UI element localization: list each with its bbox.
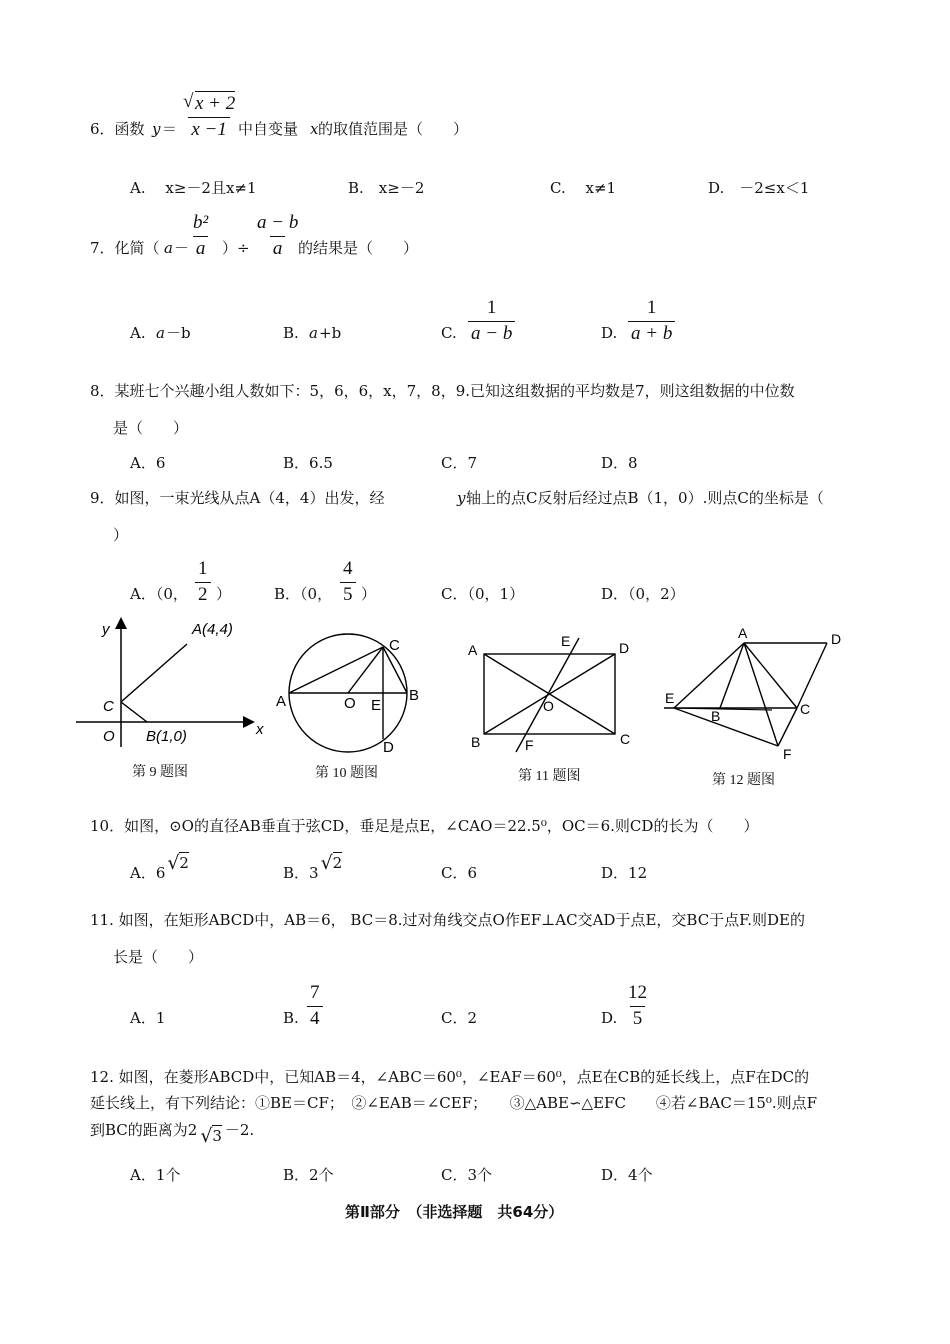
fig12-label-f: F: [783, 746, 792, 762]
q7-option-a-a: a: [156, 324, 165, 342]
q11-b-den: 4: [307, 1006, 323, 1030]
q9-option-a-pre: A．（0，: [130, 585, 188, 603]
fig12-side-ab: [720, 643, 744, 708]
q9-b-den: 5: [340, 582, 356, 606]
q6-option-b: B. x≥－2: [348, 179, 425, 197]
fig9-label-b: B(1,0): [146, 728, 187, 745]
q9-option-b-pre: B．（0，: [274, 585, 333, 603]
fig11-label-e: E: [561, 633, 571, 649]
q12-option-a: A．1个: [130, 1166, 181, 1184]
fig11-label-f: F: [525, 737, 534, 753]
q9-line-2: ）: [113, 526, 129, 544]
q9-a-den: 2: [195, 582, 211, 606]
q11-d-den: 5: [630, 1006, 646, 1030]
q11-line-1: 11. 如图，在矩形ABCD中，AB＝6， BC＝8.过对角线交点O作EF⊥AC交AD于点E，交BC于点F.则DE的: [90, 911, 805, 929]
q12-line-3-rad: 3: [212, 1127, 222, 1145]
q12-line-1: 12. 如图，在菱形ABCD中，已知AB＝4，∠ABC＝60⁰，∠EAF＝60⁰，点E在CB的延长线上，点F在DC的: [90, 1068, 810, 1086]
q10-option-b: [283, 854, 343, 882]
q8-line-1: 8．某班七个兴趣小组人数如下：5，6，6，x，7，8，9.已知这组数据的平均数是7，则这组数据的中位数: [90, 382, 795, 400]
fig9-label-x: x: [256, 721, 264, 738]
q7-fraction-2: [254, 213, 301, 260]
fig10-caption: 第 10 题图: [315, 766, 378, 781]
q11-option-a: A．1: [130, 1009, 166, 1027]
q7-fraction-1: [190, 213, 211, 260]
q7-option-b-rest: +b: [319, 324, 342, 342]
q6-var-y: y: [152, 120, 161, 138]
q9-option-d: D．（0，2）: [601, 585, 685, 603]
fig10-label-b: B: [409, 687, 420, 704]
q10-a-rad: 2: [179, 854, 189, 872]
q11-d-num: 12: [628, 982, 647, 1003]
q9-option-b-fraction: [340, 559, 356, 606]
q12-line-3-post: －2.: [224, 1121, 255, 1139]
q12-line-3: [90, 1121, 255, 1145]
q7-d-num: 1: [646, 297, 657, 318]
fig10-label-a: A: [276, 693, 287, 710]
q11-option-d-fraction: [625, 983, 650, 1030]
q9-a-num: 1: [198, 558, 208, 579]
q6-denominator: x −1: [188, 117, 230, 141]
q6-numerator: x + 2: [195, 93, 236, 114]
fig9-label-y: y: [102, 621, 110, 638]
q12-option-c: C．3个: [441, 1166, 493, 1184]
q11-b-num: 7: [310, 982, 320, 1003]
q11-option-b-fraction: [307, 983, 323, 1030]
q7-close-div: ）÷: [222, 239, 250, 257]
fig9-ray-ac: [121, 644, 187, 702]
q6-option-d: D. －2≤x＜1: [708, 179, 810, 197]
fig9-label-a: A(4,4): [192, 621, 233, 638]
q9-b-num: 4: [343, 558, 353, 579]
q10-b-rad: 2: [332, 854, 343, 872]
fig12-label-a: A: [738, 625, 748, 641]
fig9-caption: 第 9 题图: [132, 765, 188, 780]
q7-frac2-num: a − b: [257, 212, 299, 233]
q7-option-b-a: a: [309, 324, 318, 342]
q7-frac1-num: b²: [193, 212, 209, 233]
fig9-label-c: C: [103, 698, 114, 715]
figure-12: [652, 622, 852, 767]
fig9-ray-cb: [121, 702, 147, 722]
q6-prefix: 6．函数: [90, 120, 145, 138]
q7-minus: －: [174, 239, 190, 257]
q10-b-pre: B．3: [283, 864, 319, 882]
fig10-line-oc: [348, 647, 383, 693]
q7-option-a-label: A.: [130, 324, 146, 342]
fig11-label-a: A: [468, 642, 478, 658]
q7-c-den: a − b: [468, 321, 515, 345]
q7-c-num: 1: [486, 297, 497, 318]
fig12-line-ef: [674, 708, 778, 746]
q9-var-y: y: [457, 489, 466, 507]
q8-option-d: D．8: [601, 454, 638, 472]
q10-option-a: [130, 854, 189, 882]
fig10-label-c: C: [389, 637, 400, 654]
fig9-label-o: O: [103, 728, 115, 745]
q12-line-3-pre: 到BC的距离为2: [90, 1121, 198, 1139]
q9-line-1a: 9．如图，一束光线从点A（4，4）出发，经: [90, 489, 385, 507]
q6-suffix: 的取值范围是（ ）: [318, 120, 469, 138]
q7-option-a-rest: －b: [166, 324, 191, 342]
q9-option-b-post: ）: [361, 585, 377, 603]
fig11-label-b: B: [471, 734, 481, 750]
q7-option-d-label: D.: [601, 324, 618, 342]
fig12-label-b: B: [711, 708, 721, 724]
q10-option-c: C．6: [441, 864, 478, 882]
part-2-heading: 第Ⅱ部分 （非选择题 共64分）: [345, 1203, 564, 1221]
fig12-caption: 第 12 题图: [712, 773, 775, 788]
q7-option-b-label: B.: [283, 324, 299, 342]
q11-option-c: C．2: [441, 1009, 478, 1027]
fig10-label-e: E: [371, 697, 382, 714]
q6-option-a: A. x≥－2且x≠1: [130, 179, 257, 197]
fig12-line-ac: [744, 643, 797, 708]
q7-suffix: 的结果是（ ）: [298, 239, 419, 257]
fig12-side-dc: [797, 643, 827, 708]
q9-option-c: C．（0，1）: [441, 585, 525, 603]
q6-var-x: x: [310, 120, 319, 138]
q7-d-den: a + b: [628, 321, 675, 345]
fig11-label-c: C: [620, 731, 631, 747]
q6-fraction: [180, 94, 238, 141]
q7-frac1-den: a: [193, 236, 209, 260]
q9-option-a-fraction: [195, 559, 211, 606]
q11-option-d-label: D.: [601, 1009, 618, 1027]
q10-option-d: D．12: [601, 864, 648, 882]
fig11-line-ef: [516, 638, 579, 752]
fig12-line-af: [744, 643, 778, 746]
q7-option-d-fraction: [628, 298, 675, 345]
q8-line-2: 是（ ）: [113, 419, 189, 437]
q6-mid: 中自变量: [238, 120, 299, 138]
figure-11: [463, 630, 643, 760]
q12-option-b: B．2个: [283, 1166, 334, 1184]
fig12-label-c: C: [800, 701, 811, 717]
q12-line-2: 延长线上，有下列结论：①BE＝CF； ②∠EAB＝∠CEF； ③△ABE∽△EFC ④若∠BAC＝15⁰.则点F: [90, 1094, 818, 1112]
q7-option-c-fraction: [468, 298, 515, 345]
q12-option-d: D．4个: [601, 1166, 653, 1184]
q11-line-2: 长是（ ）: [113, 948, 204, 966]
q10-line: 10．如图，⊙O的直径AB垂直于弦CD，垂足是点E，∠CAO＝22.5⁰，OC＝6.则CD的长为（ ）: [90, 817, 759, 835]
q7-prefix: 7．化简（: [90, 239, 160, 257]
q11-option-b-label: B.: [283, 1009, 299, 1027]
q10-a-pre: A．6: [130, 864, 166, 882]
fig11-label-o: O: [543, 698, 554, 714]
q8-option-b: B．6.5: [283, 454, 333, 472]
fig12-label-e: E: [665, 690, 675, 706]
fig11-label-d: D: [619, 640, 630, 656]
q7-a: a: [164, 239, 173, 257]
q8-option-a: A．6: [130, 454, 166, 472]
q8-option-c: C．7: [441, 454, 478, 472]
fig10-label-o: O: [344, 695, 356, 712]
q9-option-a-post: ）: [216, 585, 232, 603]
fig12-label-d: D: [831, 631, 842, 647]
q6-eq: ＝: [162, 120, 178, 138]
figure-9: [70, 612, 270, 757]
fig12-line-ae: [674, 643, 744, 708]
q6-option-c: C. x≠1: [550, 179, 617, 197]
q7-frac2-den: a: [270, 236, 286, 260]
fig12-line-cf: [778, 708, 797, 746]
q9-line-1b: 轴上的点C反射后经过点B（1，0）.则点C的坐标是（: [466, 489, 824, 507]
fig11-caption: 第 11 题图: [518, 769, 581, 784]
figure-10: [270, 628, 430, 760]
q7-option-c-label: C.: [441, 324, 457, 342]
fig10-label-d: D: [383, 739, 394, 756]
